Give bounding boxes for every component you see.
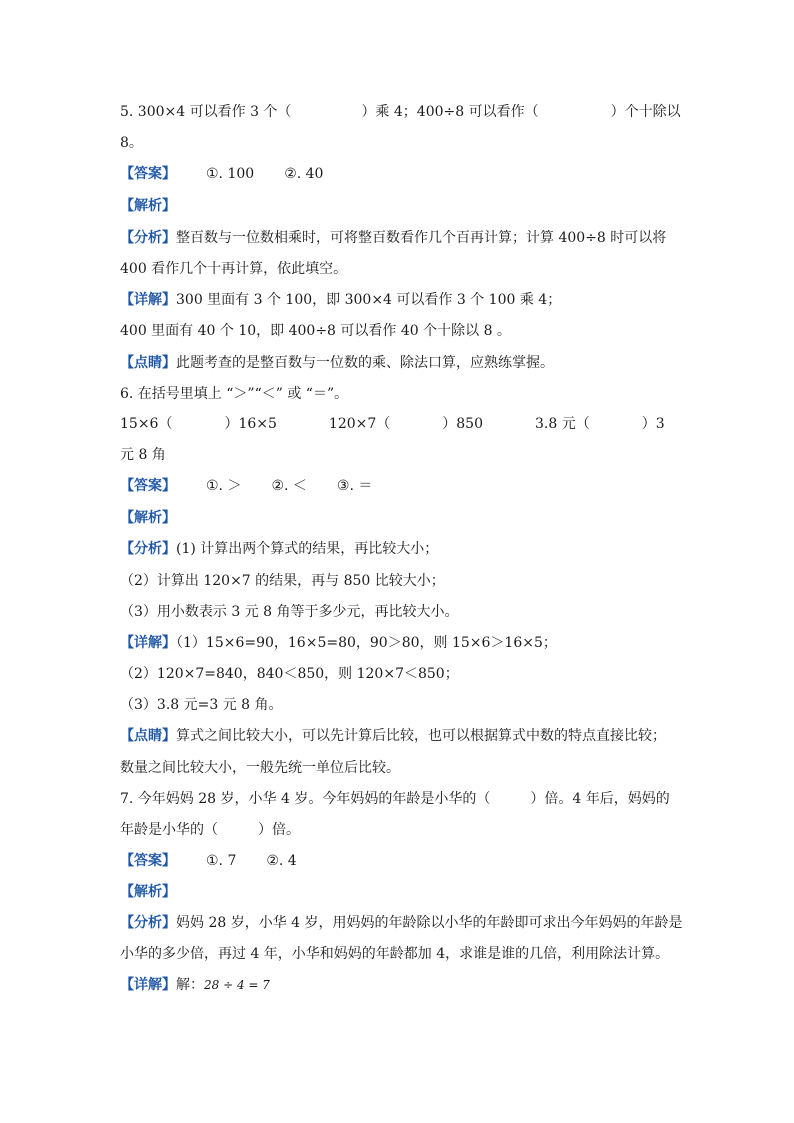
q5-fenxi-line-1	[120, 227, 684, 249]
q7-fenxi-line-1	[120, 912, 684, 934]
q7-fenxi-text-1: 妈妈 28 岁，小华 4 岁，用妈妈的年龄除以小华的年龄即可求出今年妈妈的年龄是	[176, 915, 683, 931]
q7-answer-2: ②. 4	[266, 853, 297, 869]
q5-stem-part-a: 5. 300×4 可以看作 3 个（	[120, 104, 292, 120]
q6-answer-2: ②. ＜	[271, 478, 307, 494]
q5-dianjing-line	[120, 352, 684, 374]
q6-row-b-right: ）850	[442, 416, 483, 432]
q7-jiexi-line	[120, 881, 684, 903]
q6-fenxi-line-2: （2）计算出 120×7 的结果，再与 850 比较大小；	[120, 573, 445, 589]
q7-xiangjie-formula: 28 ÷ 4 = 7	[204, 978, 270, 992]
q6-xiangjie-line-1	[120, 632, 684, 654]
q6-xiangjie-line-2: （2）120×7=840，840＜850，则 120×7＜850；	[120, 666, 459, 682]
q5-fenxi-tag: 【分析】	[120, 230, 176, 246]
q5-jiexi-tag: 【解析】	[120, 198, 176, 214]
q6-row-b-left: 120×7（	[328, 416, 391, 432]
q5-answer-line	[120, 163, 684, 185]
q7-xiangjie-line	[120, 974, 684, 996]
q6-jiexi-line	[120, 507, 684, 529]
q6-fenxi-line-1	[120, 538, 684, 560]
q7-fenxi-tag: 【分析】	[120, 915, 176, 931]
q5-dianjing-text-1: 此题考查的是整百数与一位数的乘、除法口算，应熟练掌握。	[176, 355, 554, 371]
q7-answer-line	[120, 850, 684, 872]
q7-stem-line-2	[120, 819, 684, 841]
q5-stem-part-b: ）乘 4；400÷8 可以看作（	[361, 104, 539, 120]
q6-answer-3: ③. ＝	[336, 478, 373, 494]
q6-answer-1: ①. ＞	[206, 478, 242, 494]
q6-row-c-right: ）3	[641, 416, 665, 432]
q6-rows-line	[120, 413, 684, 435]
q6-xiangjie-text-1: （1）15×6=90，16×5=80，90＞80，则 15×6＞16×5；	[176, 635, 557, 651]
q7-fenxi-line-2: 小华的多少倍，再过 4 年，小华和妈妈的年龄都加 4，求谁是谁的几倍，利用除法计算。	[120, 946, 670, 962]
q5-jiexi-line	[120, 195, 684, 217]
q7-xiangjie-prefix: 解：	[176, 977, 204, 993]
q6-dianjing-line-2: 数量之间比较大小，一般先统一单位后比较。	[120, 760, 400, 776]
q6-answer-tag: 【答案】	[120, 478, 176, 494]
q7-stem-part-b: ）倍。4 年后，妈妈的	[530, 791, 670, 807]
q6-xiangjie-line-3: （3）3.8 元=3 元 8 角。	[120, 697, 283, 713]
q6-xiangjie-tag: 【详解】	[120, 635, 176, 651]
q5-stem-line-2: 8。	[120, 135, 143, 151]
q7-stem-part-d: ）倍。	[258, 822, 300, 838]
q5-fenxi-line-2: 400 看作几个十再计算，依此填空。	[120, 261, 348, 277]
q5-fenxi-text-1: 整百数与一位数相乘时，可将整百数看作几个百再计算；计算 400÷8 时可以将	[176, 230, 667, 246]
q6-dianjing-line-1	[120, 725, 684, 747]
q5-answer-1: ①. 100	[206, 166, 255, 182]
q6-row-c-left: 3.8 元（	[535, 416, 590, 432]
q5-xiangjie-tag: 【详解】	[120, 292, 176, 308]
q7-stem-part-a: 7. 今年妈妈 28 岁，小华 4 岁。今年妈妈的年龄是小华的（	[120, 791, 491, 807]
q6-dianjing-text-1: 算式之间比较大小，可以先计算后比较，也可以根据算式中数的特点直接比较；	[176, 728, 666, 744]
q6-fenxi-text-1: (1) 计算出两个算式的结果，再比较大小；	[176, 541, 439, 557]
q5-answer-tag: 【答案】	[120, 166, 176, 182]
q7-answer-tag: 【答案】	[120, 853, 176, 869]
q7-answer-1: ①. 7	[206, 853, 237, 869]
q5-xiangjie-line-2: 400 里面有 40 个 10，即 400÷8 可以看作 40 个十除以 8 。	[120, 323, 511, 339]
q7-stem-part-c: 年龄是小华的（	[120, 822, 218, 838]
q5-xiangjie-text-1: 300 里面有 3 个 100，即 300×4 可以看作 3 个 100 乘 4；	[176, 292, 562, 308]
q7-stem-line-1	[120, 788, 684, 810]
q6-jiexi-tag: 【解析】	[120, 510, 176, 526]
q6-dianjing-tag: 【点睛】	[120, 728, 176, 744]
q6-title-line: 6. 在括号里填上 “＞”“＜” 或 “＝”。	[120, 386, 349, 402]
q5-stem-part-c: ）个十除以	[610, 104, 681, 120]
q6-fenxi-tag: 【分析】	[120, 541, 176, 557]
q7-xiangjie-tag: 【详解】	[120, 977, 176, 993]
q6-row-a-left: 15×6（	[120, 416, 173, 432]
q5-stem-line-1	[120, 101, 684, 123]
q5-answer-2: ②. 40	[284, 166, 324, 182]
q6-answer-line	[120, 475, 684, 497]
q7-jiexi-tag: 【解析】	[120, 884, 176, 900]
q6-row-a-right: ）16×5	[224, 416, 277, 432]
q5-xiangjie-line-1	[120, 289, 684, 311]
q6-row-c-unit-line: 元 8 角	[120, 447, 166, 463]
q5-dianjing-tag: 【点睛】	[120, 355, 176, 371]
q6-fenxi-line-3: （3）用小数表示 3 元 8 角等于多少元，再比较大小。	[120, 604, 459, 620]
